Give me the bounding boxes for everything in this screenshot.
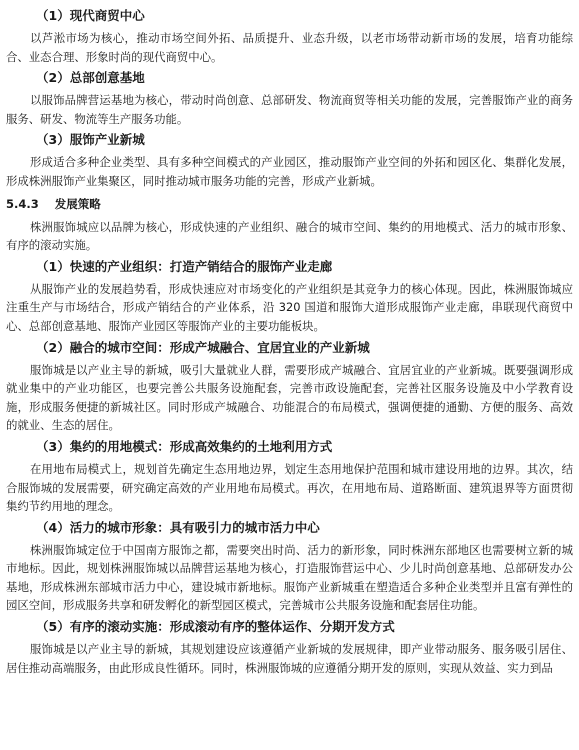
subsection-heading: （5）有序的滚动实施：形成滚动有序的整体运作、分期开发方式 [36,619,395,635]
subsection-heading: （2）总部创意基地 [36,70,145,86]
subsection-heading: （1）现代商贸中心 [36,8,145,23]
section-title: 发展策略 [54,196,101,211]
body-paragraph: 以服饰品牌营运基地为核心，带动时尚创意、总部研发、物流商贸等相关功能的发展，完善服饰产业的商务服务、研发、物流等生产服务功能。 [6,93,573,126]
subsection-heading: （3）服饰产业新城 [36,132,145,148]
body-paragraph: 在用地布局模式上，规划首先确定生态用地边界，划定生态用地保护范围和城市建设用地的边界。其次，结合服饰城的发展需要，研究确定高效的产业用地布局模式。再次，在用地布局、道路断面、建筑退界等方面贯彻集约节约用地的理念。 [6,461,573,514]
subsection-heading: （3）集约的用地模式：形成高效集约的土地利用方式 [36,438,333,454]
body-paragraph: 从服饰产业的发展趋势看，形成快速应对市场变化的产业组织是其竞争力的核心体现。因此，株洲服饰城应注重生产与市场结合，形成产销结合的产业体系，沿 320 国道和服饰大道形成服饰产业走廊，串联现代商贸中心、总部创意基地、服饰产业园区等服饰产业的主要功能板块。 [6,281,573,333]
body-paragraph: 服饰城是以产业主导的新城，其规划建设应该遵循产业新城的发展规律，即产业带动服务、服务吸引居住、居住推动高端服务，由此形成良性循环。同时，株洲服饰城的应遵循分期开发的原则，实现从效益、实力到品 [6,642,573,675]
body-paragraph: 株洲服饰城定位于中国南方服饰之都，需要突出时尚、活力的新形象，同时株洲东部地区也需要树立新的城市地标。因此，规划株洲服饰城以品牌营运基地为核心，打造服饰营运中心、少儿时尚创意基地、总部研发办公基地，形成株洲东部城市活力中心，建设城市新地标。服饰产业新城重在塑造适合多种企业类型并且富有弹性的园区空间，形成服务共享和研发孵化的新型园区模式，完善城市公共服务设施和配套居住功能。 [6,542,573,613]
body-paragraph: 服饰城是以产业主导的新城，吸引大量就业人群，需要形成产城融合、宜居宜业的产业新城。既要强调形成就业集中的产业功能区，也要完善公共服务设施配套，完善市政设施配套，完善社区服务设施及中小学教育设施，形成服务便捷的新城社区。同时形成产城融合、功能混合的布局模式，强调便捷的通勤、方便的服务、高效的就业、生态的居住。 [6,362,573,433]
subsection-heading: （2）融合的城市空间：形成产城融合、宜居宜业的产业新城 [36,339,370,355]
body-paragraph: 以芦淞市场为核心，推动市场空间外拓、品质提升、业态升级，以老市场带动新市场的发展，培育功能综合、业态合理、形象时尚的现代商贸中心。 [6,31,573,64]
body-paragraph: 形成适合多种企业类型、具有多种空间模式的产业园区，推动服饰产业空间的外拓和园区化、集群化发展，形成株洲服饰产业集聚区，同时推动城市服务功能的完善，形成产业新城。 [6,155,573,188]
subsection-heading: （4）活力的城市形象：具有吸引力的城市活力中心 [36,519,320,535]
section-number: 5.4.3 [6,196,39,211]
body-paragraph: 株洲服饰城应以品牌为核心，形成快速的产业组织、融合的城市空间、集约的用地模式、活力的城市形象、有序的滚动实施。 [6,219,573,253]
subsection-heading: （1）快速的产业组织：打造产销结合的服饰产业走廊 [36,258,333,274]
section-heading [6,197,573,212]
